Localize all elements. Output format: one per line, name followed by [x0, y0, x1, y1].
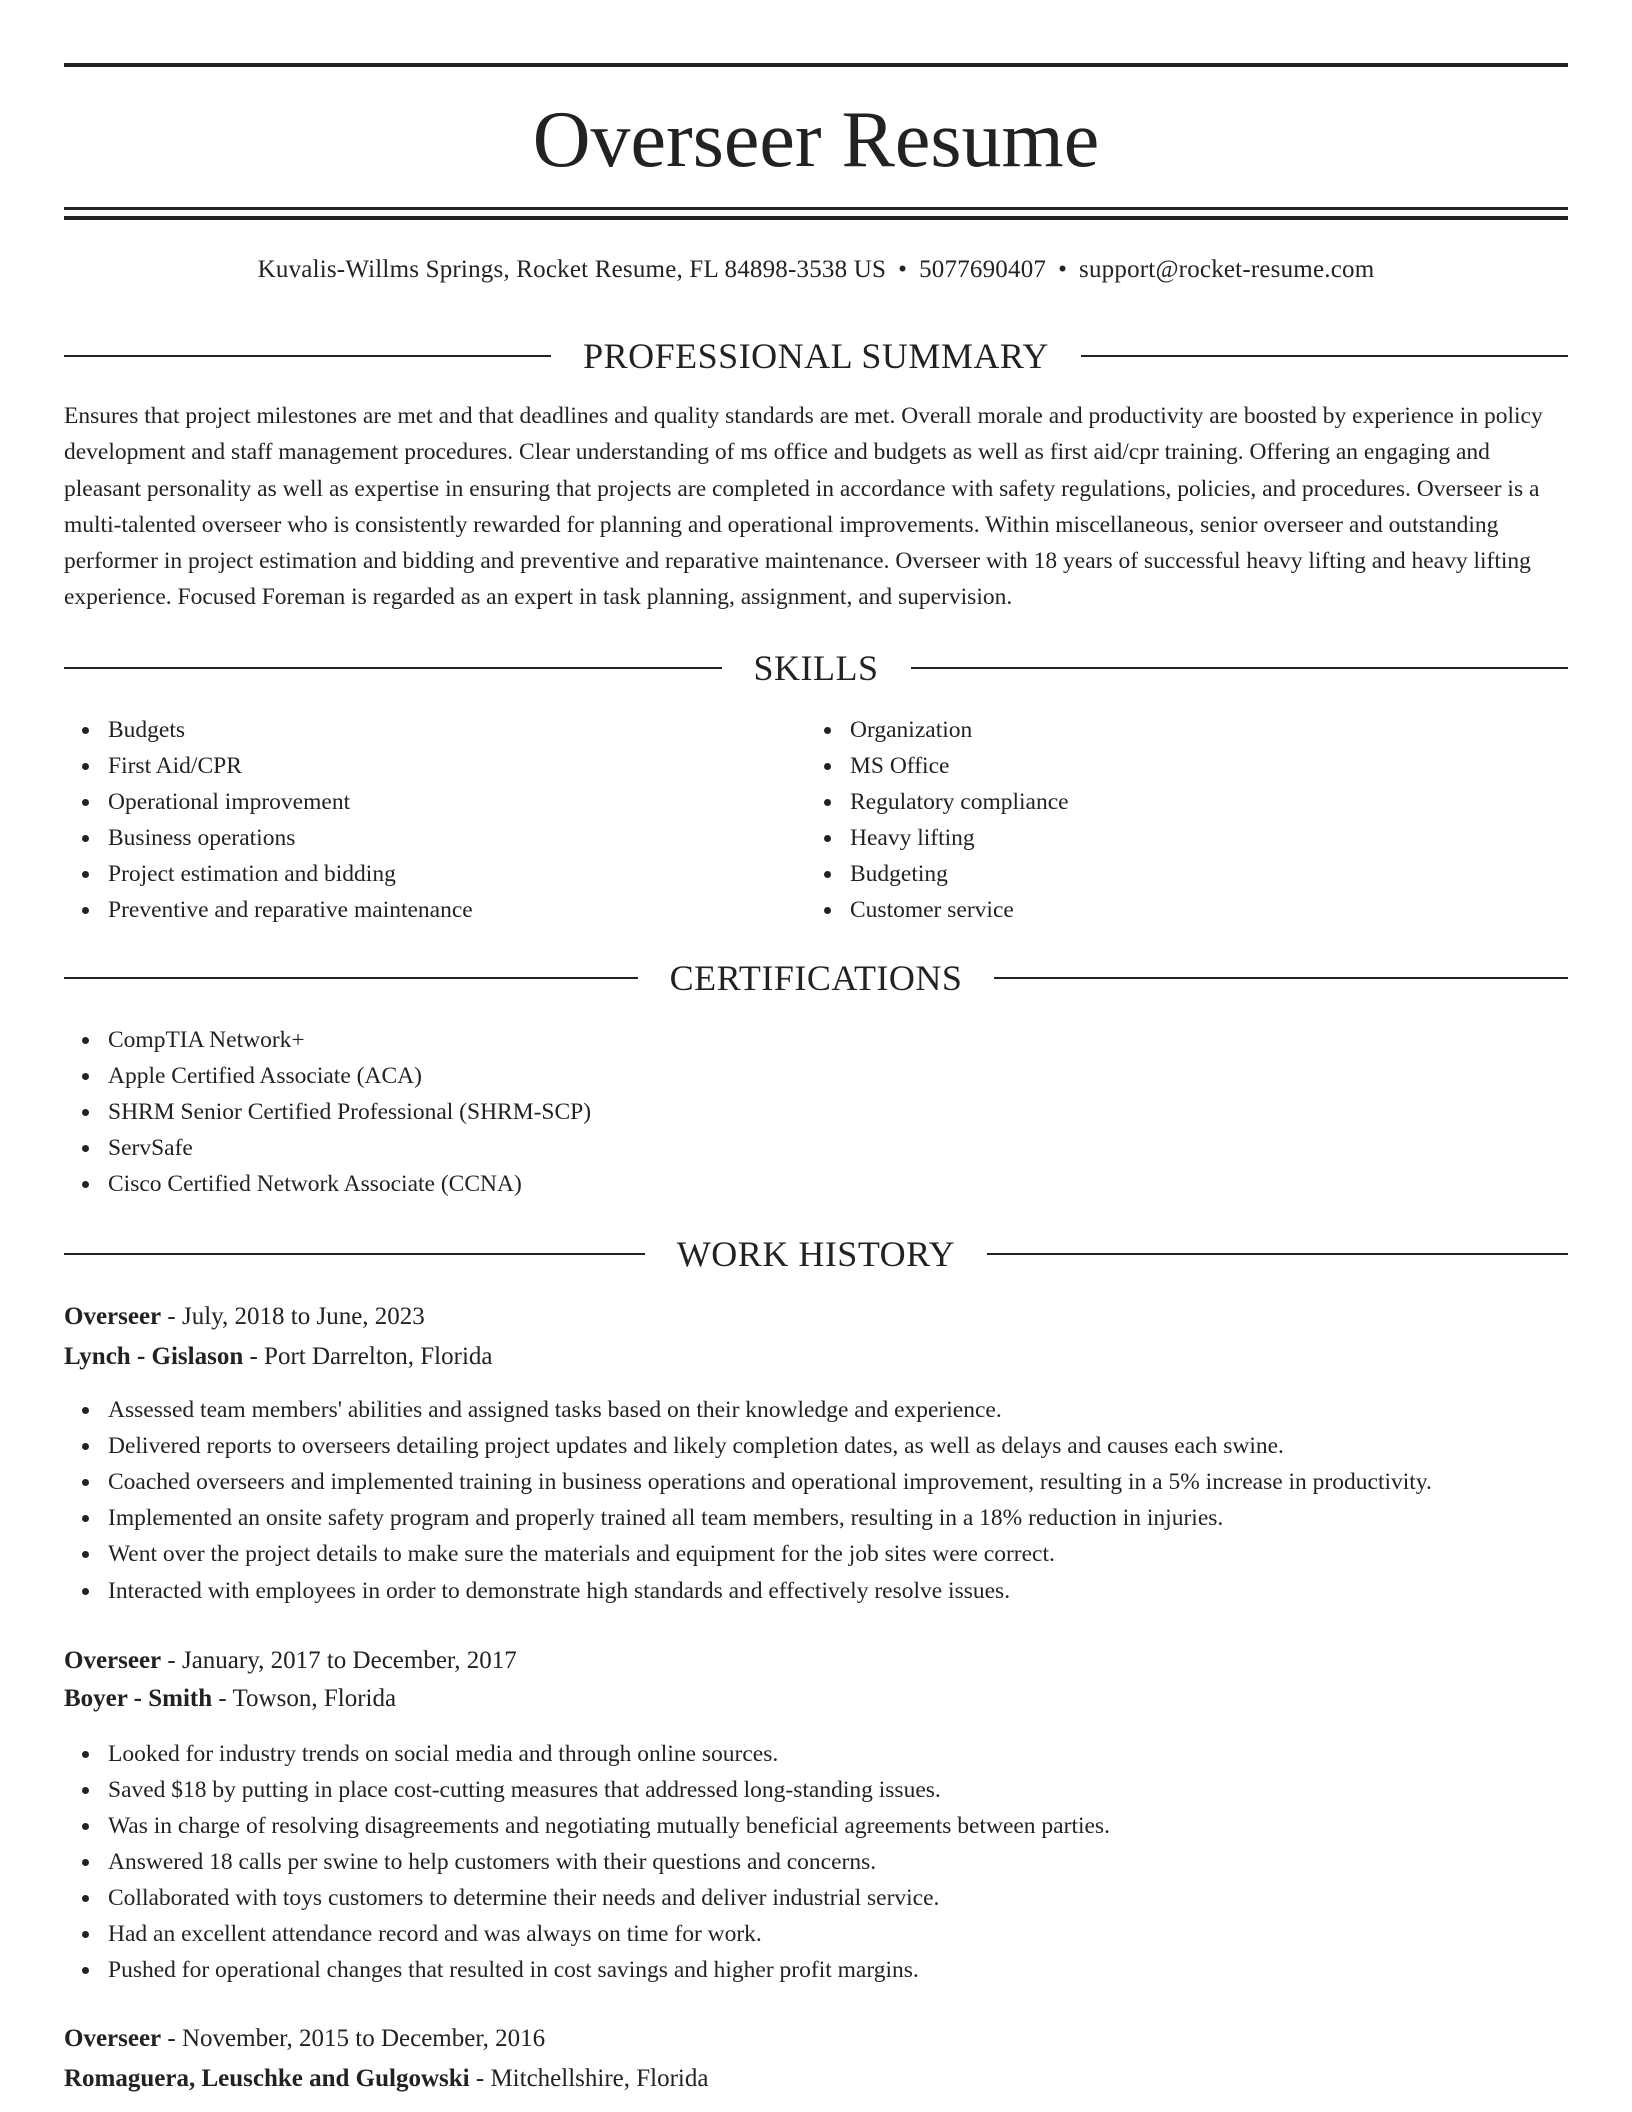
skills-heading: [64, 646, 1568, 690]
section-title: CERTIFICATIONS: [669, 958, 963, 998]
job-duty: Interacted with employees in order to demonstrate high standards and effectively resolve issues.: [64, 1573, 1568, 1609]
job-title-line: [64, 2020, 1568, 2058]
job-title-line: [64, 1298, 1568, 1336]
skill-item: Budgeting: [806, 856, 1506, 892]
separator-dot: •: [1058, 256, 1068, 283]
heading-rule: [911, 667, 1569, 669]
heading-rule: [64, 1253, 645, 1255]
job-dates: - July, 2018 to June, 2023: [161, 1303, 425, 1330]
skill-item: First Aid/CPR: [64, 748, 764, 784]
job-duty: Collaborated with toys customers to determine their needs and deliver industrial service.: [64, 1880, 1568, 1916]
job-dates: - January, 2017 to December, 2017: [161, 1647, 517, 1674]
job-location: - Towson, Florida: [212, 1685, 397, 1712]
job-duty: Answered 18 calls per swine to help customers with their questions and concerns.: [64, 1844, 1568, 1880]
skill-item: Organization: [806, 712, 1506, 748]
job-company-line: [64, 1680, 1568, 1718]
job-company-line: [64, 1338, 1568, 1376]
certification-item: CompTIA Network+: [64, 1022, 1064, 1058]
job-title-line: [64, 1642, 1568, 1680]
job-duties-list: [64, 1392, 1568, 1609]
job-duty: Went over the project details to make sure the materials and equipment for the job sites were correct.: [64, 1536, 1568, 1572]
heading-rule: [64, 355, 551, 357]
contact-address: Kuvalis-Willms Springs, Rocket Resume, FL 84898-3538 US: [257, 256, 887, 283]
heading-rule: [64, 977, 638, 979]
job-duty: Saved $18 by putting in place cost-cutting measures that addressed long-standing issues.: [64, 1772, 1568, 1808]
certifications-heading: [64, 956, 1568, 1000]
heading-rule: [994, 977, 1568, 979]
job-duty: Delivered reports to overseers detailing project updates and likely completion dates, as well as delays and causes each swine.: [64, 1428, 1568, 1464]
job-duty: Coached overseers and implemented training in business operations and operational improvement, resulting in a 5% increase in productivity.: [64, 1464, 1568, 1500]
certifications-list: [64, 1022, 1064, 1202]
skills-list-right: [806, 712, 1506, 928]
contact-email: support@rocket-resume.com: [1079, 256, 1375, 283]
work-history-heading: [64, 1232, 1568, 1276]
resume-title: Overseer Resume: [532, 96, 1100, 184]
summary-text: Ensures that project milestones are met and that deadlines and quality standards are met. Overall morale and productivity are boosted by experience in policy development and staff management procedures. Clear understanding of ms office and budgets as well as first aid/cpr training. Offering an engaging and pleasant personality as well as expertise in ensuring that projects are completed in accordance with safety regulations, policies, and procedures. Overseer is a multi-talented overseer who is consistently rewarded for planning and operational improvements. Within miscellaneous, senior overseer and outstanding performer in project estimation and bidding and preventive and reparative maintenance. Overseer with 18 years of successful heavy lifting and heavy lifting experience. Focused Foreman is regarded as an expert in task planning, assignment, and supervision.: [64, 403, 1543, 611]
job-company: Boyer - Smith: [64, 1685, 213, 1712]
top-rule: [64, 63, 1568, 67]
contact-line: [64, 252, 1568, 288]
job-duty: Was in charge of resolving disagreements and negotiating mutually beneficial agreements between parties.: [64, 1808, 1568, 1844]
job-dates: - November, 2015 to December, 2016: [161, 2025, 546, 2052]
job-duty: Assessed team members' abilities and assigned tasks based on their knowledge and experience.: [64, 1392, 1568, 1428]
skill-item: Heavy lifting: [806, 820, 1506, 856]
job-title: Overseer: [64, 2025, 162, 2052]
job-company: Lynch - Gislason: [64, 1343, 244, 1370]
job-location: - Port Darrelton, Florida: [243, 1343, 493, 1370]
skill-item: Project estimation and bidding: [64, 856, 764, 892]
skill-item: Operational improvement: [64, 784, 764, 820]
job-title: Overseer: [64, 1303, 162, 1330]
section-title: PROFESSIONAL SUMMARY: [583, 336, 1049, 376]
heading-rule: [1081, 355, 1568, 357]
job-title: Overseer: [64, 1647, 162, 1674]
separator-dot: •: [898, 256, 908, 283]
skill-item: Business operations: [64, 820, 764, 856]
job-company: Romaguera, Leuschke and Gulgowski: [64, 2065, 470, 2092]
title-double-rule: [64, 207, 1568, 220]
heading-rule: [987, 1253, 1568, 1255]
contact-phone: 5077690407: [919, 256, 1047, 283]
certification-item: Cisco Certified Network Associate (CCNA): [64, 1166, 1064, 1202]
section-title: WORK HISTORY: [676, 1234, 956, 1274]
heading-rule: [64, 667, 722, 669]
skill-item: Customer service: [806, 892, 1506, 928]
job-company-line: [64, 2060, 1568, 2098]
certification-item: Apple Certified Associate (ACA): [64, 1058, 1064, 1094]
skills-list-left: [64, 712, 764, 928]
skill-item: Preventive and reparative maintenance: [64, 892, 764, 928]
summary-heading: [64, 334, 1568, 378]
section-title: SKILLS: [753, 648, 879, 688]
job-duty: Pushed for operational changes that resulted in cost savings and higher profit margins.: [64, 1952, 1568, 1988]
job-duty: Implemented an onsite safety program and properly trained all team members, resulting in a 18% reduction in injuries.: [64, 1500, 1568, 1536]
skill-item: Budgets: [64, 712, 764, 748]
job-duty: Looked for industry trends on social media and through online sources.: [64, 1736, 1568, 1772]
skill-item: Regulatory compliance: [806, 784, 1506, 820]
job-duty: Had an excellent attendance record and was always on time for work.: [64, 1916, 1568, 1952]
job-duties-list: [64, 1736, 1568, 1988]
job-location: - Mitchellshire, Florida: [469, 2065, 709, 2092]
certification-item: ServSafe: [64, 1130, 1064, 1166]
certification-item: SHRM Senior Certified Professional (SHRM-SCP): [64, 1094, 1064, 1130]
skill-item: MS Office: [806, 748, 1506, 784]
